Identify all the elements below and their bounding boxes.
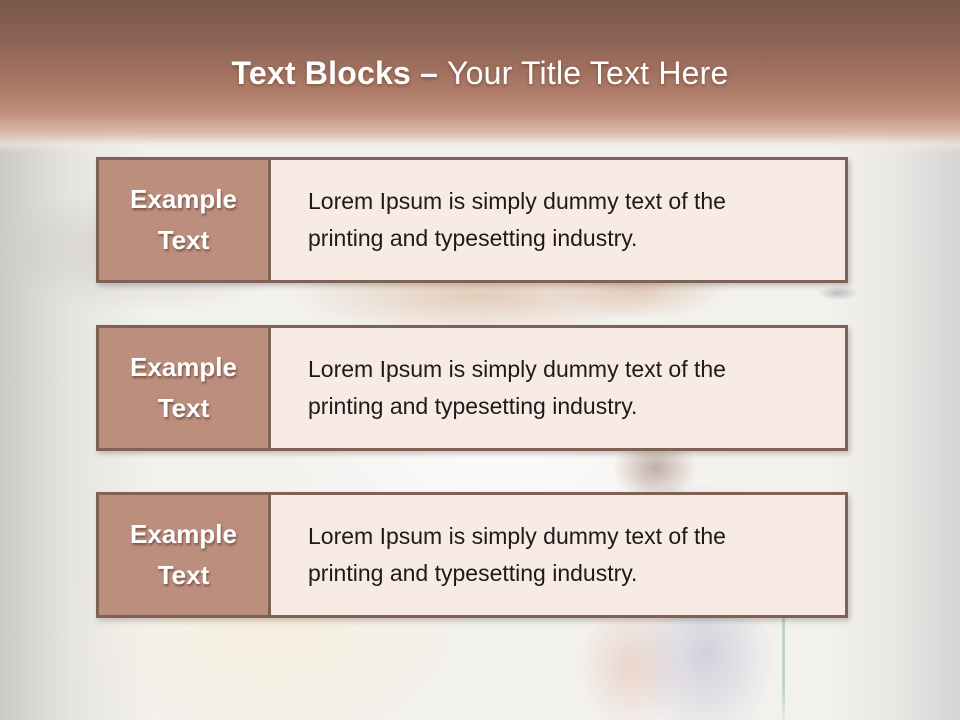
- block-label-text: Example: [130, 184, 237, 214]
- slide-title-regular: Your Title Text Here: [447, 55, 729, 91]
- block-label: [99, 160, 271, 280]
- block-label: [99, 328, 271, 448]
- block-body-text: Lorem Ipsum is simply dummy text of the: [308, 523, 726, 549]
- block-body: [271, 328, 845, 448]
- block-label-text: Example: [130, 352, 237, 382]
- block-label-text: Text: [157, 225, 210, 255]
- block-body-text: Lorem Ipsum is simply dummy text of the: [308, 356, 726, 382]
- block-body: [271, 160, 845, 280]
- block-body-text: Lorem Ipsum is simply dummy text of the: [308, 188, 726, 214]
- text-block: [96, 157, 848, 283]
- block-body-text: printing and typesetting industry.: [308, 393, 638, 419]
- block-label-text: Example: [130, 519, 237, 549]
- block-body: [271, 495, 845, 615]
- slide-title: [0, 54, 960, 92]
- block-label-text: Text: [157, 393, 210, 423]
- block-body-text: printing and typesetting industry.: [308, 225, 638, 251]
- block-label: [99, 495, 271, 615]
- text-block: [96, 325, 848, 451]
- text-block: [96, 492, 848, 618]
- block-label-text: Text: [157, 560, 210, 590]
- block-body-text: printing and typesetting industry.: [308, 560, 638, 586]
- title-bar: [0, 0, 960, 152]
- slide-title-bold: Text Blocks –: [231, 55, 439, 91]
